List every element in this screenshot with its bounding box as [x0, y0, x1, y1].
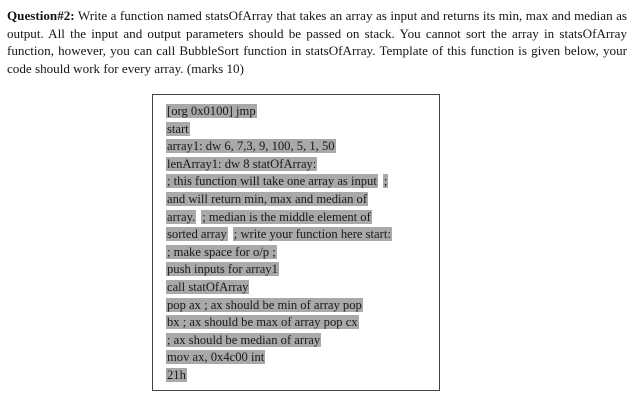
code-line	[166, 261, 392, 279]
code-line	[166, 191, 392, 209]
code-segment: ; this function will take one array as input	[167, 174, 377, 189]
code-segment: ; write your function here start:	[233, 227, 391, 242]
code-line	[166, 103, 392, 121]
code-line	[166, 279, 392, 297]
code-segment: mov ax, 0x4c00 int	[167, 350, 265, 365]
code-segment: ; median is the middle element of	[202, 209, 371, 224]
code-line	[166, 138, 392, 156]
code-segment: array.	[167, 209, 196, 224]
code-segment: array1: dw 6, 7,3, 9, 100, 5, 1, 50	[167, 139, 335, 154]
question-text-block	[7, 7, 627, 77]
code-segment: pop ax ; ax should be min of array pop	[167, 297, 362, 312]
code-line	[166, 121, 392, 139]
code-segment: and will return min, max and median of	[167, 191, 368, 206]
code-segment: push inputs for array1	[167, 262, 278, 277]
code-segment: ; ax should be median of array	[167, 332, 321, 347]
code-segment: 21h	[167, 367, 186, 382]
code-segment: ; make space for o/p ;	[167, 244, 276, 259]
code-line	[166, 156, 392, 174]
code-template-box	[152, 94, 440, 391]
code-line	[166, 367, 392, 385]
code-segment: bx ; ax should be max of array pop cx	[167, 315, 358, 330]
code-segment: ;	[383, 174, 388, 189]
code-segment: start	[167, 121, 189, 136]
code-listing	[166, 103, 392, 385]
code-line	[166, 173, 392, 191]
code-line	[166, 244, 392, 262]
code-line	[166, 349, 392, 367]
code-line	[166, 297, 392, 315]
code-segment: call statOfArray	[167, 279, 249, 294]
code-segment: lenArray1: dw 8 statOfArray:	[167, 156, 317, 171]
code-segment: [org 0x0100] jmp	[167, 104, 256, 118]
code-line	[166, 314, 392, 332]
code-line	[166, 209, 392, 227]
code-line	[166, 332, 392, 350]
code-segment: sorted array	[167, 227, 227, 242]
question-body: Write a function named statsOfArray that takes an array as input and returns its min, max and median as output. All the input and output parameters should be passed on stack. You cannot sort the array in statsOfArray function, however, you can call BubbleSort function in statsOfArray. Template of this function is given below, your code should work for every array. (marks 10)	[7, 8, 627, 76]
question-number: Question#2:	[7, 8, 75, 23]
code-line	[166, 226, 392, 244]
